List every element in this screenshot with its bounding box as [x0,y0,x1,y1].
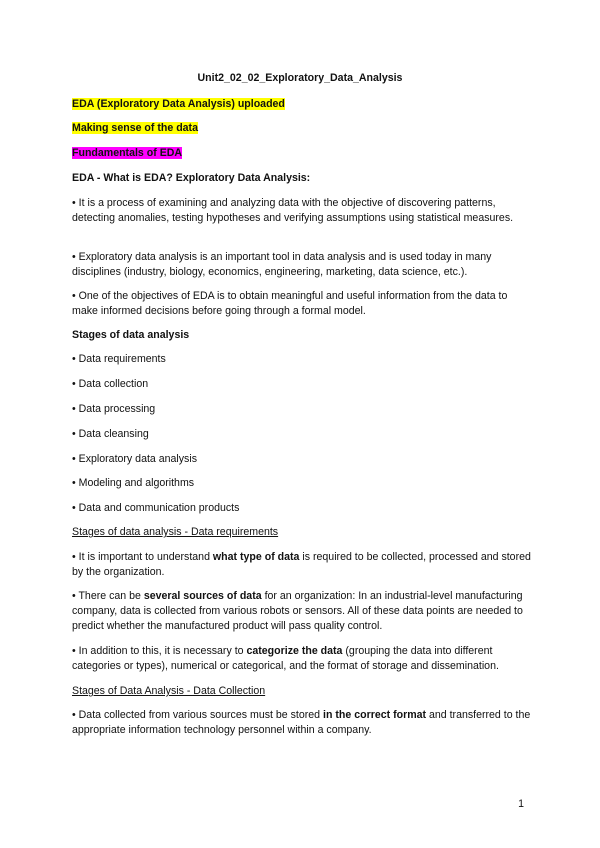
stage-item: • Data and communication products [72,502,240,514]
heading-uploaded [72,97,532,112]
requirements-bullet [72,550,532,580]
text-run: for an organization: In an industrial-level manufacturing company, data is collected from various robots or sensors. All of these data points are needed to predict whether the manufactured product will pass quality control. [72,590,523,632]
heading-fundamentals [72,146,532,161]
bold-text: in the correct format [323,709,427,721]
heading-stages-collection: Stages of Data Analysis - Data Collection [72,685,266,697]
highlighted-text: EDA (Exploratory Data Analysis) uploaded [72,98,285,110]
text-run: • It is important to understand [72,551,213,563]
text-run: • In addition to this, it is necessary to [72,645,247,657]
stage-item: • Data cleansing [72,428,149,440]
eda-bullet: • It is a process of examining and analyzing data with the objective of discovering patterns, detecting anomalies, testing hypotheses and verifying assumptions using statistical measures. [72,197,514,224]
stage-item: • Data requirements [72,353,166,365]
heading-making-sense [72,121,532,136]
bold-text: several sources of data [143,590,262,602]
requirements-bullet [72,644,532,674]
heading-what-is-eda: EDA - What is EDA? Exploratory Data Analysis: [72,172,311,184]
stage-item: • Modeling and algorithms [72,477,195,489]
requirements-bullet [72,589,532,633]
text-run: is required to be collected, processed and stored by the organization. [72,551,531,578]
highlighted-text: Fundamentals of EDA [72,147,183,159]
bold-text: what type of data [212,551,300,563]
text-run: • Data collected from various sources must be stored [72,709,324,721]
document-title: Unit2_02_02_Exploratory_Data_Analysis [197,72,403,84]
heading-stages: Stages of data analysis [72,329,190,341]
collection-bullet [72,708,532,738]
page-number: 1 [518,798,524,810]
stage-item: • Data processing [72,403,156,415]
eda-bullet: • Exploratory data analysis is an important tool in data analysis and is used today in many disciplines (industry, biology, economics, engineering, marketing, data science, etc.). [72,251,492,278]
stage-item: • Exploratory data analysis [72,453,198,465]
bold-text: categorize the data [246,645,343,657]
heading-stages-requirements: Stages of data analysis - Data requirements [72,526,279,538]
eda-bullet: • One of the objectives of EDA is to obtain meaningful and useful information from the data to make informed decisions before going through a formal model. [72,290,508,317]
stage-item: • Data collection [72,378,149,390]
text-run: (grouping the data into different categories or types), numerical or categorical, and the format of storage and dissemination. [72,645,499,672]
highlighted-text: Making sense of the data [72,122,198,134]
text-run: • There can be [72,590,144,602]
text-run: and transferred to the appropriate information technology personnel within a company. [72,709,531,736]
